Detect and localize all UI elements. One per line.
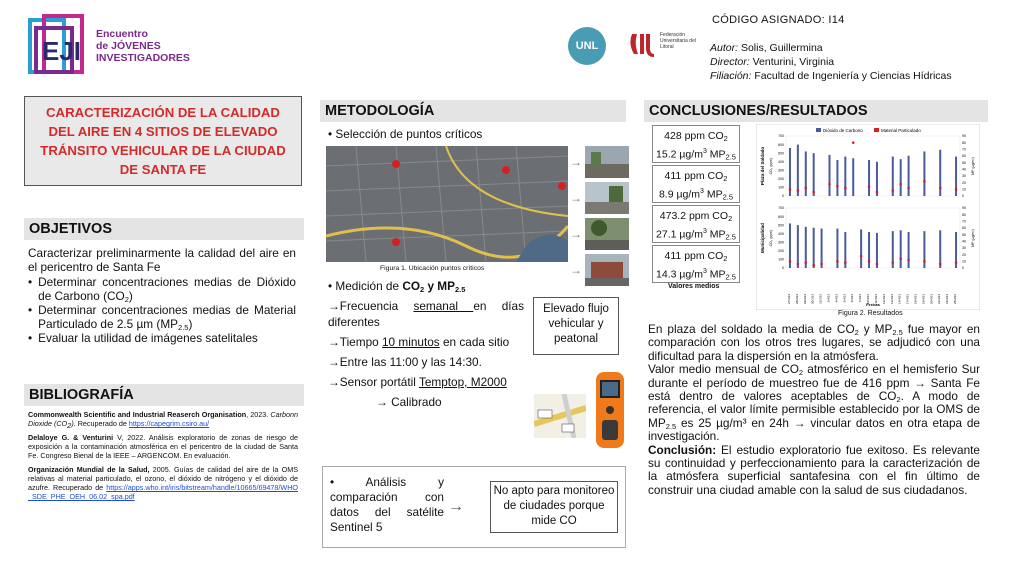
mp-point <box>939 263 942 266</box>
legend-label-mp: Material Particulado <box>881 128 921 133</box>
conclusiones-heading: CONCLUSIONES/RESULTADOS <box>644 100 988 122</box>
mp-point <box>907 187 910 190</box>
category-label: 30/3/23 <box>810 294 815 305</box>
seleccion-text: • Selección de puntos críticos <box>328 127 483 141</box>
category-label: 12/4/23 <box>881 294 886 305</box>
mp-point <box>923 260 926 263</box>
tick-label-right: 50 <box>962 160 966 165</box>
category-label: 4/4/23 <box>834 294 839 303</box>
tick-label-left: 0 <box>782 194 784 199</box>
tick-label-right: 70 <box>962 219 966 224</box>
co2-bar <box>908 232 910 268</box>
category-label: 20/4/23 <box>929 294 934 305</box>
figure-1-caption: Figura 1. Ubicación puntos críticos <box>380 265 485 272</box>
category-label: 13/4/23 <box>889 294 894 305</box>
value-card: 473.2 ppm $CO_2$ 27.1 $\mu g/m^3$ $MP_{2.5}$ <box>652 205 740 243</box>
category-label: 17/4/23 <box>905 294 910 305</box>
tick-label-left: 500 <box>778 223 784 228</box>
mp-point <box>907 259 910 262</box>
tick-label-right: 90 <box>962 134 966 139</box>
mp-point <box>955 188 958 191</box>
tick-label-left: 100 <box>778 185 784 190</box>
mp-point <box>789 188 792 191</box>
elevado-flujo-box: Elevado flujo vehicular y peatonal <box>533 297 619 355</box>
tick-label-right: 20 <box>962 180 966 185</box>
tick-label-left: 0 <box>782 266 784 271</box>
co2-bar <box>813 153 815 196</box>
co2-bar <box>829 155 831 196</box>
category-label: 18/4/23 <box>913 294 918 305</box>
category-label: 5/4/23 <box>842 294 847 303</box>
poster-title: CARACTERIZACIÓN DE LA CALIDAD DEL AIRE EN 4 SITIOS DE ELEVADO TRÁNSITO VEHICULAR DE LA CIUDAD DE SANTA FE <box>24 96 302 186</box>
axis-label-left: CO₂ (ppm) <box>769 157 773 175</box>
tick-label-right: 80 <box>962 212 966 217</box>
tick-label-right: 20 <box>962 252 966 257</box>
category-label: 10/4/23 <box>866 294 871 305</box>
bibliografia-list: Commonwealth Scientific and Industrial Reaserch Organisation, 2023. Carbonn Dioxide $(CO_2)$. Recuperado de https://capegrim.csiro.au/ Delaloye G. & Venturini V, 2022. Análisis exploratorio de zonas de riesgo de exposición a la contaminación atmosférica en el pericentro de la ciudad de Santa Fe. Congreso Bienal de la IEEE – ARGENCOM. En evaluación. Organización Mundial de la Salud, 2005. Guías de calidad del aire de la OMS relativas al material particulado, el ozono, el dióxido de nitrógeno y el dióxido de azufre. Recuperado de https://apps.who.int/iris/bitstream/handle/10665/69478/WHO_SDE_PHE_OEH_06.02_spa.pdf <box>28 410 298 501</box>
value-card: 428 ppm $CO_2$ 15.2 $\mu g/m^3$ $MP_{2.5}$ <box>652 125 740 163</box>
tick-label-right: 0 <box>962 194 964 199</box>
mp-point <box>860 255 863 258</box>
bibliografia-heading: BIBLIOGRAFÍA <box>24 384 304 406</box>
tick-label-left: 400 <box>778 231 784 236</box>
site-photo-icon <box>585 182 629 214</box>
category-label: 24/4/23 <box>945 294 950 305</box>
legend-label-co2: Dióxido de Carbono <box>823 128 863 133</box>
mp-point <box>899 257 902 260</box>
tick-label-left: 600 <box>778 214 784 219</box>
category-label: 25/4/23 <box>953 294 958 305</box>
mp-point <box>797 263 800 266</box>
mp-point <box>836 260 839 263</box>
tick-label-right: 60 <box>962 226 966 231</box>
tick-label-right: 10 <box>962 187 966 192</box>
co2-bar <box>805 151 807 196</box>
tick-label-right: 0 <box>962 266 964 271</box>
map-placement-icon <box>534 394 586 438</box>
category-label: 29/3/23 <box>802 294 807 305</box>
analisis-text: • Análisis y comparación con datos del satélite Sentinel 5 <box>330 475 444 534</box>
tick-label-right: 40 <box>962 167 966 172</box>
conclusiones-text <box>648 323 980 497</box>
site-photo-icon <box>585 146 629 178</box>
co2-bar <box>813 228 815 268</box>
site-photo-icon <box>585 254 629 286</box>
category-label: 28/3/23 <box>794 294 799 305</box>
co2-bar <box>868 160 870 196</box>
results-chart <box>756 124 980 310</box>
mp-point <box>804 261 807 264</box>
mp-point <box>789 260 792 263</box>
paragraph-conclusion: Conclusión: El estudio exploratorio fue exitoso. Es relevante su continuidad y perfeccionamiento para la caracterización de la atmósfera superficial santafesina con el fin último de construir una ciudad amable con la salud de sus ciudadanos. <box>648 442 980 497</box>
link-capegrim[interactable]: https://capegrim.csiro.au/ <box>128 419 210 428</box>
co2-bar <box>900 230 902 268</box>
tick-label-right: 30 <box>962 174 966 179</box>
sensor-device-icon <box>594 370 626 450</box>
co2-bar <box>852 158 854 196</box>
tick-label-left: 200 <box>778 249 784 254</box>
mp-point <box>891 189 894 192</box>
paragraph-2: Valor medio mensual de $CO_2$ atmosférico en el hemisferio Sur durante el período de muestreo fue de 416 ppm → Santa Fe está dentro de valores aceptables de $CO_2$. A modo de referencia, el valor límite permisible establecido por la OMS de $MP_{2.5}$ es 25 µg/m³ en 24h → vincular datos en otra etapa de investigación. <box>648 362 981 444</box>
tick-label-left: 100 <box>778 257 784 262</box>
tick-label-left: 300 <box>778 168 784 173</box>
mp-point <box>868 260 871 263</box>
co2-bar <box>844 157 846 196</box>
site-photo-icon <box>585 218 629 250</box>
co2-bar <box>908 156 910 196</box>
axis-label-right: MP (µg/m³) <box>971 229 975 247</box>
panel-name: Plaza del Soldado <box>760 146 765 186</box>
category-label: 21/4/23 <box>937 294 942 305</box>
mp-point <box>844 261 847 264</box>
tick-label-right: 40 <box>962 239 966 244</box>
mp-point <box>876 263 879 266</box>
tick-label-left: 700 <box>778 206 784 211</box>
logo-letters: EJI <box>42 36 82 66</box>
category-label: 6/4/23 <box>850 294 855 303</box>
metodologia-heading: METODOLOGÍA <box>320 100 626 122</box>
tick-label-left: 500 <box>778 151 784 156</box>
mp-point <box>923 180 926 183</box>
author-info: Autor: Solis, Guillermina Director: Venturini, Virginia Filiación: Facultad de Ingeniería y Ciencias Hídricas <box>710 42 952 82</box>
codigo-asignado: CÓDIGO ASIGNADO: I14 <box>712 14 845 26</box>
mp-point <box>828 183 831 186</box>
tick-label-left: 400 <box>778 159 784 164</box>
category-label: 19/4/23 <box>921 294 926 305</box>
x-axis-label: Fechas <box>866 302 880 307</box>
mp-point <box>899 183 902 186</box>
valores-medios-label: Valores medios <box>668 283 720 290</box>
tick-label-left: 700 <box>778 134 784 139</box>
unl-logo: UNL <box>568 27 606 65</box>
tick-label-right: 80 <box>962 140 966 145</box>
mp-point <box>868 185 871 188</box>
tick-label-left: 300 <box>778 240 784 245</box>
mp-point <box>939 187 942 190</box>
legend-swatch-mp <box>874 128 879 132</box>
co2-bar <box>900 159 902 196</box>
tick-label-right: 90 <box>962 206 966 211</box>
co2-bar <box>797 225 799 268</box>
co2-bar <box>836 160 838 196</box>
satellite-map-image <box>326 146 568 262</box>
figure-2-caption: Figura 2. Resultados <box>838 310 903 317</box>
tick-label-right: 70 <box>962 147 966 152</box>
co2-bar <box>797 145 799 196</box>
link-who[interactable]: https://apps.who.int/iris/bitstream/handle/10665/69478/WHO_SDE_PHE_OEH_06.02_spa.pdf <box>28 483 298 501</box>
category-label: 27/3/23 <box>786 294 791 305</box>
paragraph-1: En plaza del soldado la media de $CO_2$ y $MP_{2.5}$ fue mayor en comparación con los otros tres lugares, se adjudicó con una dificultad para la dispersión en la atmósfera. <box>648 322 980 363</box>
site-photos: → → → → <box>570 146 629 286</box>
mp-point <box>797 189 800 192</box>
metodologia-list: • Medición de $CO_2$ y $MP_{2.5}$ →Frecuencia semanal en días diferentes →Tiempo 10 minutos en cada sitio →Entre las 11:00 y las 14:30. →Sensor portátil Temptop, M2000 → Calibrado <box>328 279 525 409</box>
panel-name: Municipalidad <box>760 222 765 254</box>
category-label: 3/4/23 <box>826 294 831 303</box>
tick-label-left: 200 <box>778 177 784 182</box>
value-card: 411 ppm $CO_2$ 14.3 $\mu g/m^3$ $MP_{2.5}$ <box>652 245 740 283</box>
mp-point <box>852 141 855 144</box>
arrow-icon: → <box>448 498 464 515</box>
logo-text: Encuentro de JÓVENES INVESTIGADORES <box>96 28 190 64</box>
mp-point <box>804 187 807 190</box>
co2-bar <box>821 229 823 268</box>
mp-point <box>812 191 815 194</box>
eji-logo-icon <box>28 14 86 78</box>
objetivos-heading: OBJETIVOS <box>24 218 304 240</box>
tick-label-right: 10 <box>962 259 966 264</box>
category-label: 31/3/23 <box>818 294 823 305</box>
mp-point <box>891 261 894 264</box>
legend-swatch-co2 <box>816 128 821 132</box>
co2-bar <box>923 151 925 196</box>
mp-point <box>836 185 839 188</box>
fuc-text: Federación Universitaria del Litoral <box>660 32 696 50</box>
mp-point <box>812 264 815 267</box>
no-apto-box: No apto para monitoreo de ciudades porque mide CO <box>490 481 618 533</box>
mp-point <box>844 187 847 190</box>
axis-label-right: MP (µg/m³) <box>971 157 975 175</box>
mp-point <box>820 263 823 266</box>
category-label: 11/4/23 <box>873 294 878 304</box>
co2-bar <box>939 230 941 268</box>
tick-label-right: 60 <box>962 154 966 159</box>
category-label: 7/4/23 <box>858 294 863 303</box>
valores-medios-list <box>652 125 740 283</box>
mp-point <box>876 191 879 194</box>
fuc-logo-icon <box>626 30 656 58</box>
co2-bar <box>860 229 862 268</box>
value-card: 411 ppm $CO_2$ 8.9 $\mu g/m^3$ $MP_{2.5}$ <box>652 165 740 203</box>
tick-label-right: 30 <box>962 246 966 251</box>
axis-label-left: CO₂ (ppm) <box>769 229 773 247</box>
category-label: 14/4/23 <box>897 294 902 305</box>
tick-label-left: 600 <box>778 142 784 147</box>
mp-point <box>955 261 958 264</box>
objetivos-text: Caracterizar preliminarmente la calidad del aire en el pericentro de Santa Fe • Determinar concentraciones medias de Dióxido de Carbono $(CO_2)$ • Determinar concentraciones medias de Material Particulado de 2.5 µm $(MP_{2.5})$ • Evaluar la utilidad de imágenes satelitales <box>28 246 296 345</box>
tick-label-right: 50 <box>962 232 966 237</box>
